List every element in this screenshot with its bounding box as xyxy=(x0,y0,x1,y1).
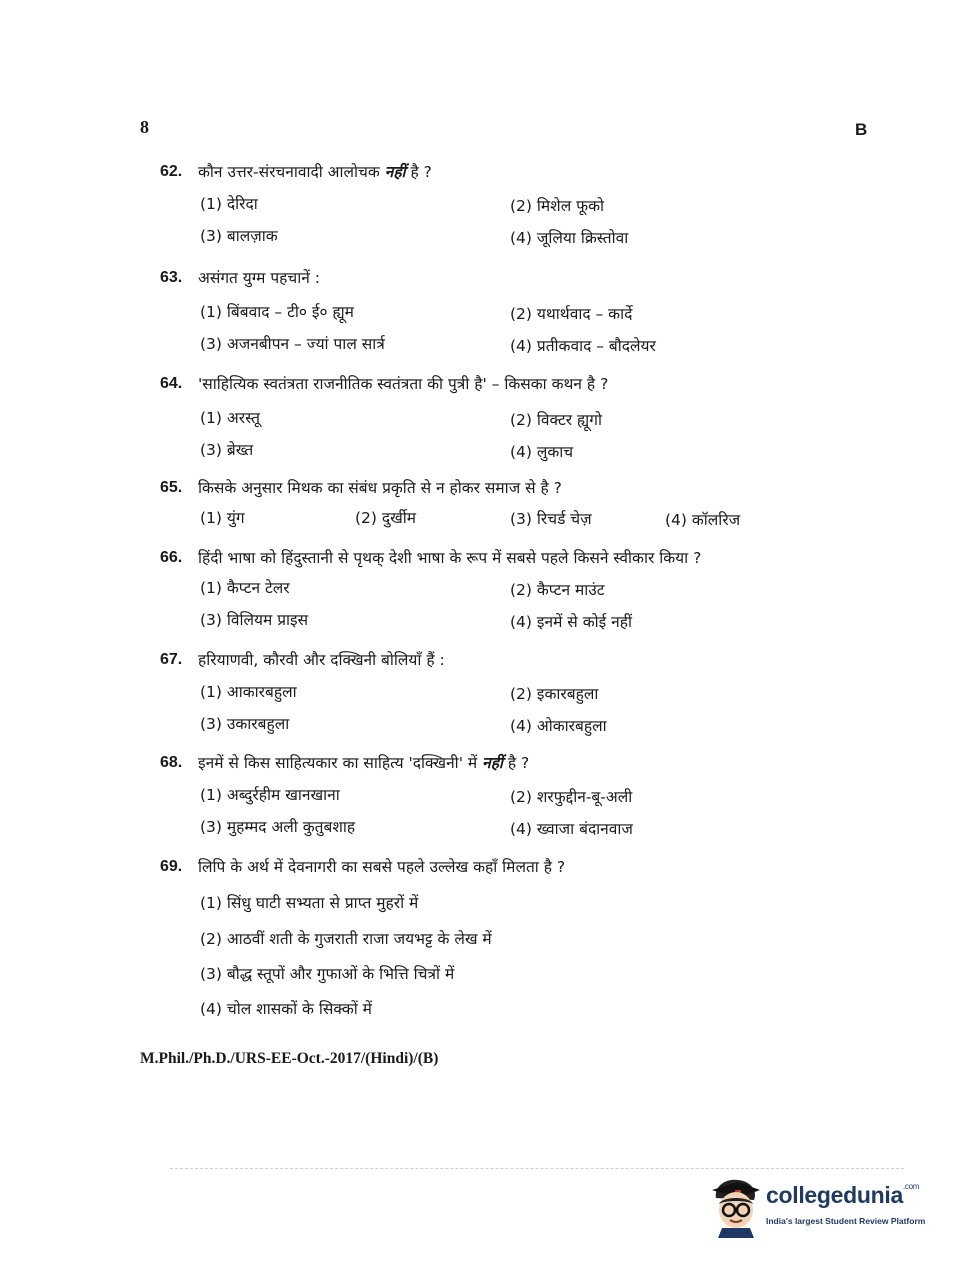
option-1: (1) अरस्तू xyxy=(200,409,260,427)
option-1: (1) आकारबहुला xyxy=(200,683,297,701)
question-64 xyxy=(160,374,800,461)
question-67 xyxy=(160,650,800,735)
collegedunia-logo xyxy=(708,1176,938,1236)
option-3: (3) बौद्ध स्तूपों और गुफाओं के भित्ति चित्रों में xyxy=(200,965,455,983)
question-number: 69. xyxy=(160,858,183,875)
option-2: (2) आठवीं शती के गुजराती राजा जयभट्ट के लेख में xyxy=(200,930,492,948)
option-3: (3) विलियम प्राइस xyxy=(200,611,309,629)
question-text: कौन उत्तर-संरचनावादी आलोचक नहीं है ? xyxy=(198,163,432,181)
question-66 xyxy=(160,548,800,631)
option-4: (4) जूलिया क्रिस्तोवा xyxy=(510,229,629,247)
logo-wordmark: collegedunia$^{.com}$ xyxy=(766,1182,920,1208)
option-3: (3) ब्रेख्त xyxy=(200,441,254,459)
option-1: (1) अब्दुर्रहीम खानखाना xyxy=(200,786,340,804)
option-2: (2) कैप्टन माउंट xyxy=(510,581,605,599)
question-number: 64. xyxy=(160,375,183,392)
option-1: (1) सिंधु घाटी सभ्यता से प्राप्त मुहरों में xyxy=(200,894,419,912)
question-63 xyxy=(160,268,800,355)
paper-code-footer: M.Phil./Ph.D./URS-EE-Oct.-2017/(Hindi)/(B) xyxy=(140,1050,439,1067)
option-3: (3) उकारबहुला xyxy=(200,715,290,733)
question-text: लिपि के अर्थ में देवनागरी का सबसे पहले उल्लेख कहाँ मिलता है ? xyxy=(198,858,566,876)
option-4: (4) ख्वाजा बंदानवाज xyxy=(510,820,633,838)
option-4: (4) लुकाच xyxy=(510,443,574,461)
option-4: (4) चोल शासकों के सिक्कों में xyxy=(200,1000,372,1018)
option-1: (1) देरिदा xyxy=(200,195,258,213)
question-text: हरियाणवी, कौरवी और दक्खिनी बोलियाँ हैं : xyxy=(198,651,445,669)
page-number: 8 xyxy=(140,117,149,137)
question-number: 65. xyxy=(160,479,183,496)
question-text: असंगत युग्म पहचानें : xyxy=(198,269,320,287)
question-number: 68. xyxy=(160,754,183,771)
set-code: B xyxy=(855,120,868,139)
option-3: (3) बालज़ाक xyxy=(200,227,278,245)
question-68 xyxy=(160,753,800,838)
option-2: (2) मिशेल फूको xyxy=(510,197,605,215)
question-62 xyxy=(160,162,800,247)
option-2: (2) इकारबहुला xyxy=(510,685,599,703)
option-4: (4) प्रतीकवाद – बौदलेयर xyxy=(510,337,656,355)
option-2: (2) दुर्खीम xyxy=(355,509,417,527)
option-4: (4) ओकारबहुला xyxy=(510,717,607,735)
option-3: (3) मुहम्मद अली कुतुबशाह xyxy=(200,818,356,836)
question-number: 63. xyxy=(160,269,183,286)
logo-tagline: India's largest Student Review Platform xyxy=(766,1216,926,1226)
question-number: 67. xyxy=(160,651,183,668)
option-3: (3) रिचर्ड चेज़ xyxy=(510,510,592,528)
question-text: इनमें से किस साहित्यकार का साहित्य 'दक्खिनी' में नहीं है ? xyxy=(198,754,530,772)
option-2: (2) शरफुद्दीन-बू-अली xyxy=(510,788,633,806)
question-65 xyxy=(160,478,800,529)
option-1: (1) युंग xyxy=(200,509,245,527)
question-69 xyxy=(160,857,800,1018)
option-3: (3) अजनबीपन – ज्यां पाल सार्त्र xyxy=(200,335,385,353)
option-2: (2) यथार्थवाद – कार्दे xyxy=(510,305,633,323)
question-text: किसके अनुसार मिथक का संबंध प्रकृति से न होकर समाज से है ? xyxy=(198,479,562,497)
question-text: हिंदी भाषा को हिंदुस्तानी से पृथक् देशी भाषा के रूप में सबसे पहले किसने स्वीकार किया ? xyxy=(198,549,702,567)
option-4: (4) कॉलरिज xyxy=(665,511,741,529)
divider xyxy=(170,1168,904,1169)
question-text: 'साहित्यिक स्वतंत्रता राजनीतिक स्वतंत्रता की पुत्री है' – किसका कथन है ? xyxy=(198,375,609,393)
option-1: (1) कैप्टन टेलर xyxy=(200,579,290,597)
option-2: (2) विक्टर ह्यूगो xyxy=(510,411,602,429)
option-4: (4) इनमें से कोई नहीं xyxy=(510,613,633,631)
question-number: 62. xyxy=(160,163,183,180)
option-1: (1) बिंबवाद – टी० ई० ह्यूम xyxy=(200,303,354,321)
question-number: 66. xyxy=(160,549,183,566)
student-mascot-icon xyxy=(708,1176,764,1238)
